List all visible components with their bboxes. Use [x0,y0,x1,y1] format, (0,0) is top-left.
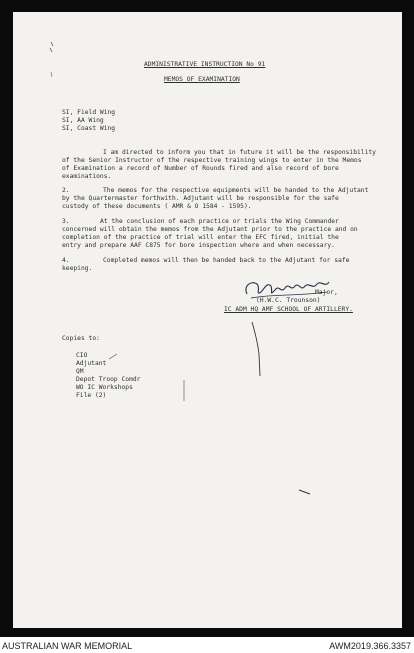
footer-bar [0,640,414,653]
paragraph-3-line: entry and prepare AAF C875 for bore inspection where and when necessary. [62,242,335,249]
footer-accession-number: AWM2019.366.3357 [329,641,411,651]
instruction-subheading: MEMOS OF EXAMINATION [164,76,240,83]
addressee-aa-wing: SI, AA Wing [62,117,104,124]
copy-recipient: File (2) [76,392,107,399]
paragraph-2-line: by the Quartermaster forthwith. Adjutant will be responsible for the safe [62,195,339,202]
paragraph-4-line: keeping. [62,265,93,272]
paragraph-2-line: The memos for the respective equipments will be handed to the Adjutant [103,187,369,194]
footer-institution: AUSTRALIAN WAR MEMORIAL [2,641,133,651]
punch-hole-marks [47,40,57,84]
pen-stroke-mark [181,379,187,403]
paragraph-3-line: At the conclusion of each practice or trials the Wing Commander [100,218,339,225]
paragraph-1-line: of the Senior Instructor of the respective training wings to enter in the Memos [62,157,362,164]
instruction-heading: ADMINISTRATIVE INSTRUCTION No 91 [144,61,266,68]
signatory-rank: Major, [315,289,338,296]
paragraph-1-line: examinations. [62,173,112,180]
paragraph-1-line: of Examination a record of Number of Rounds fired and also record of bore [62,165,339,172]
signatory-name: (H.W.C. Trounson) [256,297,321,304]
paragraph-3-line: completion of the practice of trial will enter the EFC fired, initial the [62,234,339,241]
paragraph-4-number: 4. [62,257,70,264]
copies-label: Copies to: [62,335,100,342]
copy-recipient: QM [76,368,84,375]
pen-tick-mark [108,352,120,362]
paragraph-3-number: 3. [62,218,70,225]
paragraph-4-line: Completed memos will then be handed back to the Adjutant for safe [103,257,350,264]
copy-recipient: CIO [76,352,88,359]
paragraph-3-line: concerned will obtain the memos from the Adjutant prior to the practice and on [62,226,358,233]
paragraph-2-line: custody of these documents ( AMR & O 1584 - 1595). [62,203,252,210]
addressee-field-wing: SI, Field Wing [62,109,116,116]
copy-recipient: Adjutant [76,360,107,367]
paragraph-1-line: I am directed to inform you that in future it will be the responsibility [103,149,376,156]
paragraph-2-number: 2. [62,187,70,194]
copy-recipient: Depot Troop Comdr [76,376,141,383]
pen-stroke-mark [251,320,263,380]
pen-dash-mark [298,488,312,496]
addressee-coast-wing: SI, Coast Wing [62,125,116,132]
copy-recipient: WO IC Workshops [76,384,133,391]
document-page [13,12,402,628]
signatory-appointment: IC ADM HQ AMF SCHOOL OF ARTILLERY. [224,306,353,313]
